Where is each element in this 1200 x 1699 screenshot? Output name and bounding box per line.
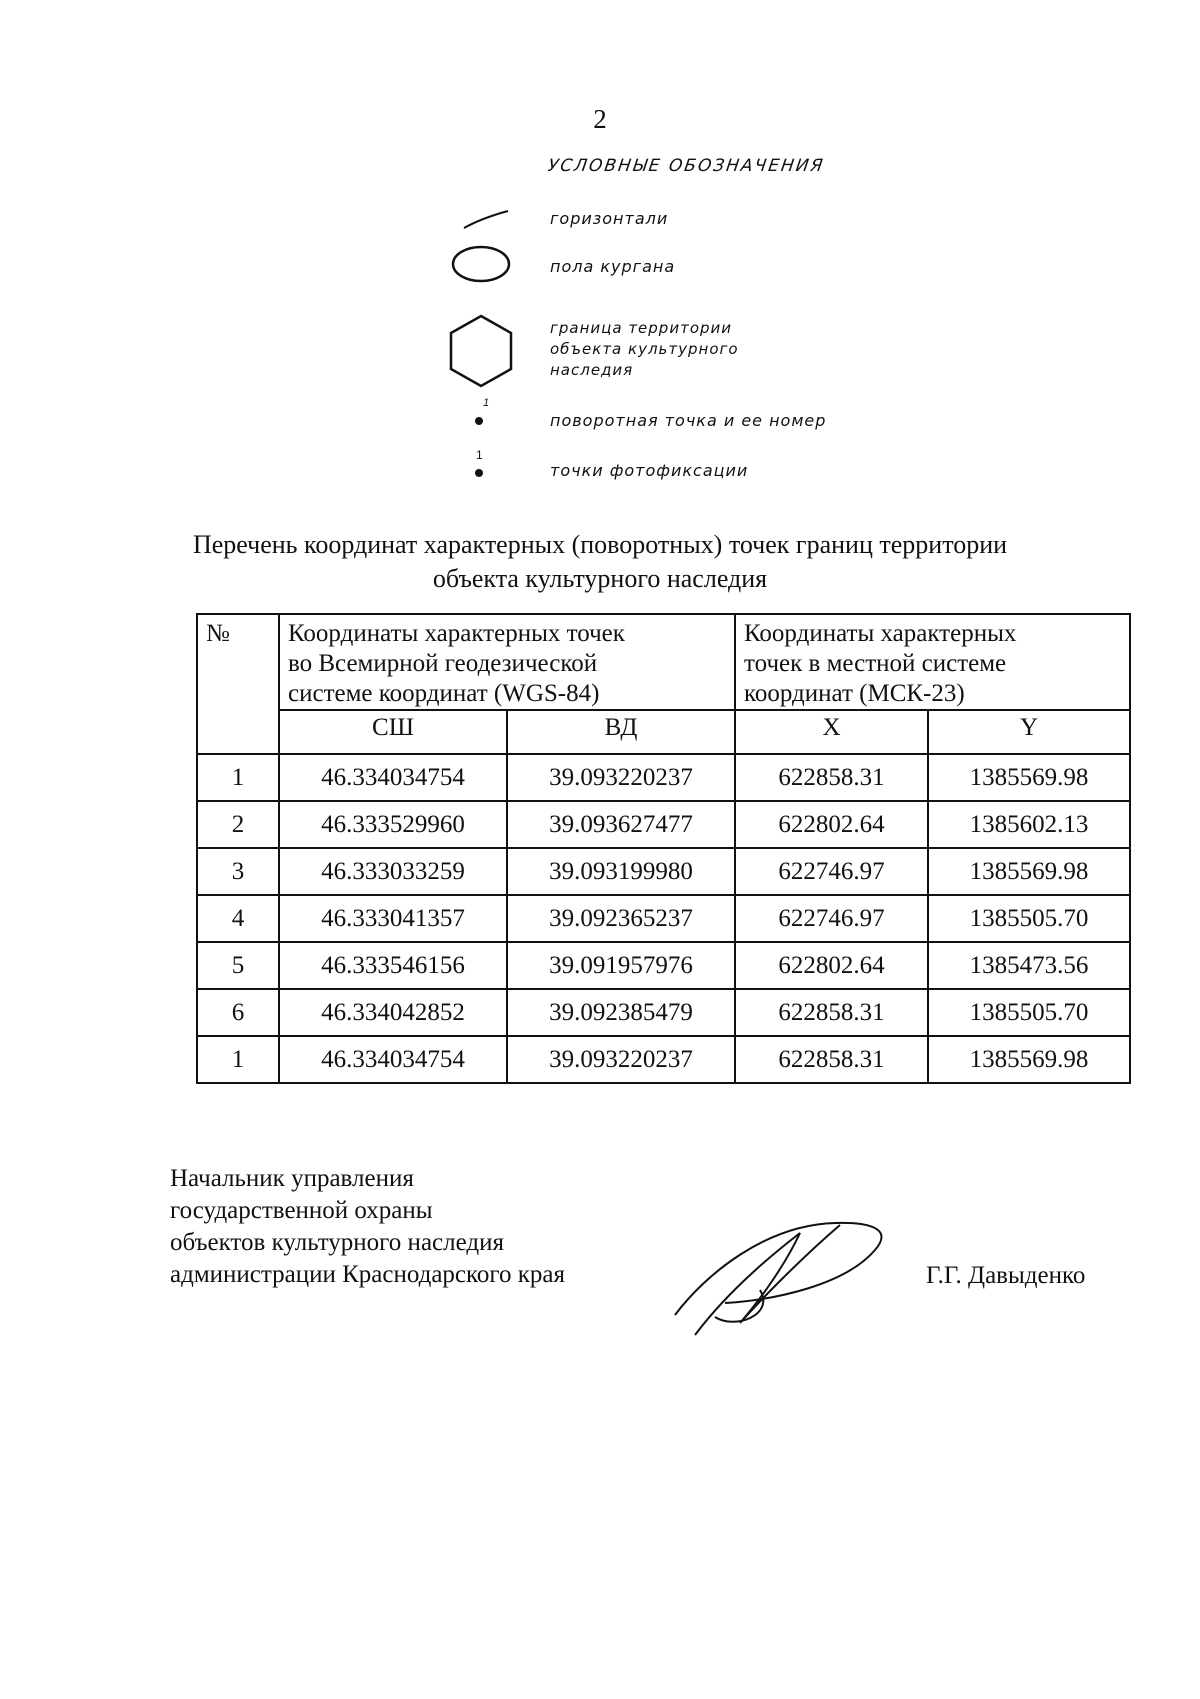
cell-lat: 46.333529960 <box>279 801 507 848</box>
signatory-line1: Начальник управления <box>170 1165 414 1192</box>
cell-x: 622858.31 <box>735 1036 928 1083</box>
table-row <box>197 848 1130 895</box>
cell-y: 1385569.98 <box>928 1036 1130 1083</box>
header-wgs-group <box>279 614 735 710</box>
header-x: X <box>735 710 928 754</box>
cell-num: 6 <box>197 989 279 1036</box>
table-row <box>197 942 1130 989</box>
cell-lat: 46.333033259 <box>279 848 507 895</box>
handwritten-signature <box>665 1205 905 1345</box>
header-lon: ВД <box>507 710 735 754</box>
photo-point-number: 1 <box>476 448 483 462</box>
cell-y: 1385569.98 <box>928 754 1130 801</box>
signatory-title <box>170 1163 565 1291</box>
cell-x: 622858.31 <box>735 989 928 1036</box>
cell-x: 622802.64 <box>735 942 928 989</box>
list-title <box>0 528 1200 596</box>
legend-label-boundary-line3: наследия <box>550 361 634 379</box>
header-wgs-line3: системе координат (WGS-84) <box>288 680 600 707</box>
table-row <box>197 895 1130 942</box>
cell-num: 3 <box>197 848 279 895</box>
table-row <box>197 801 1130 848</box>
header-y: Y <box>928 710 1130 754</box>
cell-lon: 39.093627477 <box>507 801 735 848</box>
cell-y: 1385569.98 <box>928 848 1130 895</box>
cell-y: 1385505.70 <box>928 989 1130 1036</box>
header-msk-line2: точек в местной системе <box>744 650 1007 677</box>
cell-y: 1385505.70 <box>928 895 1130 942</box>
legend-label-boundary-line2: объекта культурного <box>550 340 739 358</box>
cell-x: 622802.64 <box>735 801 928 848</box>
photo-point-icon <box>470 447 494 481</box>
cell-lon: 39.093220237 <box>507 1036 735 1083</box>
turning-point-icon <box>470 395 494 429</box>
cell-x: 622746.97 <box>735 848 928 895</box>
cell-lon: 39.093220237 <box>507 754 735 801</box>
coordinates-table <box>196 613 1131 1084</box>
legend-label-mound: пола кургана <box>550 257 676 276</box>
cell-lat: 46.334042852 <box>279 989 507 1036</box>
list-title-line2: объекта культурного наследия <box>432 564 768 593</box>
signatory-line2: государственной охраны <box>170 1197 433 1224</box>
signatory-line4: администрации Краснодарского края <box>170 1261 566 1288</box>
page-number: 2 <box>593 104 607 134</box>
header-lat: СШ <box>279 710 507 754</box>
territory-boundary-icon <box>447 313 515 389</box>
cell-x: 622746.97 <box>735 895 928 942</box>
cell-lon: 39.092385479 <box>507 989 735 1036</box>
cell-lon: 39.091957976 <box>507 942 735 989</box>
header-wgs-line1: Координаты характерных точек <box>288 620 625 647</box>
cell-lat: 46.334034754 <box>279 1036 507 1083</box>
signatory-line3: объектов культурного наследия <box>170 1229 504 1256</box>
table-row <box>197 989 1130 1036</box>
legend-label-turning-point: поворотная точка и ее номер <box>550 411 827 430</box>
cell-lat: 46.333546156 <box>279 942 507 989</box>
header-msk-line1: Координаты характерных <box>744 620 1017 647</box>
list-title-line1: Перечень координат характерных (поворотных) точек границ территории <box>192 530 1008 559</box>
legend-label-boundary-line1: граница территории <box>550 319 733 337</box>
contour-line-icon <box>462 208 510 230</box>
table-row <box>197 1036 1130 1083</box>
legend-title: УСЛОВНЫЕ ОБОЗНАЧЕНИЯ <box>546 156 826 176</box>
mound-outline-icon <box>450 243 512 285</box>
legend-label-contours: горизонтали <box>550 209 669 228</box>
signatory-name: Г.Г. Давыденко <box>926 1262 1086 1289</box>
cell-y: 1385602.13 <box>928 801 1130 848</box>
cell-y: 1385473.56 <box>928 942 1130 989</box>
legend-label-photo-point: точки фотофиксации <box>550 461 749 480</box>
turning-point-number: 1 <box>483 397 490 409</box>
cell-lon: 39.092365237 <box>507 895 735 942</box>
cell-lat: 46.333041357 <box>279 895 507 942</box>
cell-x: 622858.31 <box>735 754 928 801</box>
cell-num: 2 <box>197 801 279 848</box>
cell-num: 5 <box>197 942 279 989</box>
header-num: № <box>197 614 279 754</box>
header-wgs-line2: во Всемирной геодезической <box>288 650 598 677</box>
legend-label-boundary <box>550 318 739 381</box>
cell-lat: 46.334034754 <box>279 754 507 801</box>
cell-lon: 39.093199980 <box>507 848 735 895</box>
header-msk-line3: координат (МСК-23) <box>744 680 965 707</box>
cell-num: 1 <box>197 1036 279 1083</box>
cell-num: 1 <box>197 754 279 801</box>
cell-num: 4 <box>197 895 279 942</box>
table-row <box>197 754 1130 801</box>
header-msk-group <box>735 614 1130 710</box>
